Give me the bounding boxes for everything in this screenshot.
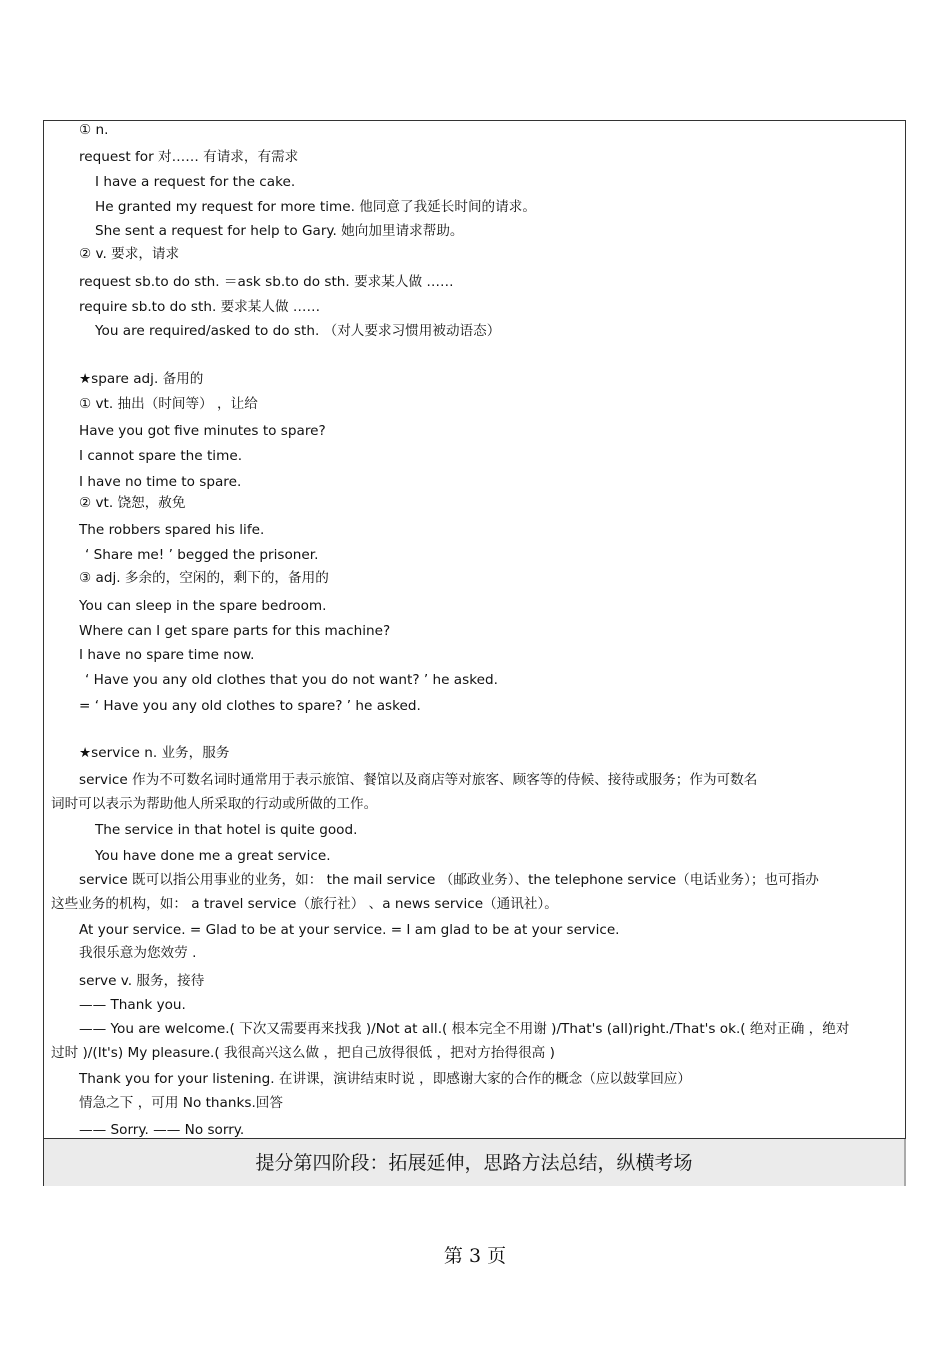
text-line: service 既可以指公用事业的业务，如： the mail service （邮政业务）、the telephone service（电话业务）；也可指办 — [79, 872, 819, 888]
text-line: ③ adj. 多余的，空闲的，剩下的，备用的 — [79, 570, 329, 586]
text-line: 我很乐意为您效劳 . — [79, 945, 197, 961]
text-line: ‘ Have you any old clothes that you do not want? ’ he asked. — [85, 672, 498, 688]
text-line: Thank you for your listening. 在讲课，演讲结束时说 ，即感谢大家的合作的概念（应以鼓掌回应） — [79, 1071, 691, 1087]
text-line: You can sleep in the spare bedroom. — [79, 598, 327, 614]
text-line: She sent a request for help to Gary. 她向加里请求帮助。 — [95, 223, 464, 239]
text-line: I have a request for the cake. — [95, 174, 296, 190]
text-line: ★spare adj. 备用的 — [79, 371, 204, 387]
text-line: I have no time to spare. — [79, 474, 242, 490]
text-line: request sb.to do sth. ＝ask sb.to do sth. 要求某人做 …… — [79, 274, 454, 290]
text-line: I have no spare time now. — [79, 647, 255, 663]
text-line: I cannot spare the time. — [79, 448, 243, 464]
text-line: ② vt. 饶恕，赦免 — [79, 495, 186, 511]
page-number: 第 3 页 — [443, 1245, 507, 1267]
banner-title: 提分第四阶段：拓展延伸，思路方法总结，纵横考场 — [44, 1139, 906, 1186]
text-line: require sb.to do sth. 要求某人做 …… — [79, 299, 321, 315]
text-line: ★service n. 业务，服务 — [79, 745, 230, 761]
text-line: 这些业务的机构，如： a travel service（旅行社） 、a news service（通讯社）。 — [51, 896, 558, 912]
text-line: ① vt. 抽出（时间等） ，让给 — [79, 396, 258, 412]
text-line: The service in that hotel is quite good. — [95, 822, 358, 838]
text-line: Have you got five minutes to spare? — [79, 423, 326, 439]
text-line: Where can I get spare parts for this machine? — [79, 623, 391, 639]
text-line: You have done me a great service. — [95, 848, 331, 864]
text-line: 词时可以表示为帮助他人所采取的行动或所做的工作。 — [51, 796, 378, 812]
text-line: request for 对…… 有请求，有需求 — [79, 149, 299, 165]
text-line: He granted my request for more time. 他同意了我延长时间的请求。 — [95, 199, 536, 215]
text-line: The robbers spared his life. — [79, 522, 265, 538]
text-line: —— Thank you. — [79, 997, 186, 1013]
section-banner — [44, 1138, 906, 1186]
text-line: —— Sorry. —— No sorry. — [79, 1122, 245, 1138]
text-line: serve v. 服务，接待 — [79, 973, 205, 989]
text-line: = ‘ Have you any old clothes to spare? ’ he asked. — [79, 698, 421, 714]
text-line: 情急之下 ，可用 No thanks.回答 — [79, 1095, 283, 1111]
text-line: 过时 )/(It's) My pleasure.( 我很高兴这么做 ，把自己放得很低 ，把对方抬得很高 ) — [51, 1045, 555, 1061]
text-line: —— You are welcome.( 下次又需要再来找我 )/Not at all.( 根本完全不用谢 )/That's (all)right./That's ok.( 绝对正确 ，绝对 — [79, 1021, 850, 1037]
text-line: You are required/asked to do sth. （对人要求习惯用被动语态） — [95, 323, 501, 339]
text-line: At your service. = Glad to be at your service. = I am glad to be at your service. — [79, 922, 620, 938]
text-line: ② v. 要求，请求 — [79, 246, 180, 262]
text-line: ‘ Share me! ’ begged the prisoner. — [85, 547, 319, 563]
text-line: service 作为不可数名词时通常用于表示旅馆、餐馆以及商店等对旅客、顾客等的侍候、接待或服务；作为可数名 — [79, 772, 758, 788]
text-line: ① n. — [79, 122, 109, 138]
